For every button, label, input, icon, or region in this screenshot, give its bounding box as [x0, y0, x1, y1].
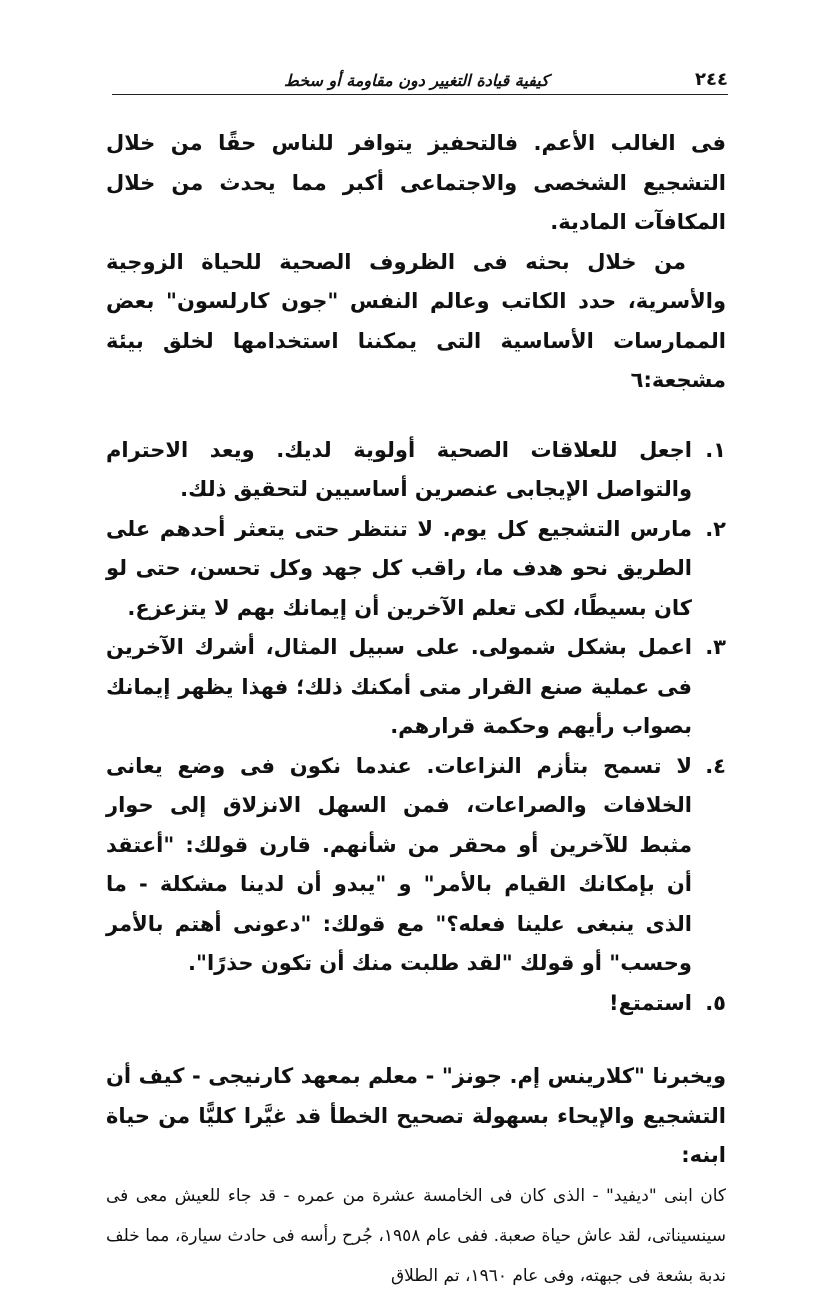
page-number: ٢٤٤ [695, 69, 728, 90]
spacer [106, 401, 726, 431]
list-item [106, 628, 726, 747]
list-item-text: اعمل بشكل شمولى. على سبيل المثال، أشرك الآخرين فى عملية صنع القرار متى أمكنك ذلك؛ فهذا يظهر إيمانك بصواب رأيهم وحكمة قرارهم. [106, 635, 692, 738]
list-item [106, 747, 726, 984]
spacer [106, 1023, 726, 1057]
list-item-text: اجعل للعلاقات الصحية أولوية لديك. ويعد الاحترام والتواصل الإيجابى عنصرين أساسيين لتحقيق ذلك. [106, 437, 692, 501]
running-header [112, 60, 728, 90]
list-item-number: ٥. [705, 990, 726, 1015]
list-item-text: مارس التشجيع كل يوم. لا تنتظر حتى يتعثر أحدهم على الطريق نحو هدف ما، راقب كل جهد وكل تحسن، حتى لو كان بسيطًا، لكى تعلم الآخرين أن إيمانك بهم لا يتزعزع. [106, 516, 692, 620]
list-item [106, 984, 726, 1024]
paragraph-jones: ويخبرنا "كلارينس إم. جونز" - معلم بمعهد كارنيجى - كيف أن التشجيع والإيحاء بسهولة تصحيح الخطأ قد غيَّرا كليًّا من حياة ابنه: [106, 1064, 726, 1167]
list-item-number: ٣. [705, 635, 726, 659]
block-quote: كان ابنى "ديفيد" - الذى كان فى الخامسة عشرة من عمره - قد جاء للعيش معى فى سينسيناتى، لقد عاش حياة صعبة. ففى عام ١٩٥٨، جُرح رأسه فى حادث سيارة، مما خلف ندبة بشعة فى جبهته، وفى عام ١٩٦٠، تم الطلاق [106, 1185, 727, 1286]
list-item-number: ١. [705, 437, 726, 462]
list-item-number: ٢. [705, 516, 726, 541]
list-item-text: لا تسمح بتأزم النزاعات. عندما نكون فى وضع يعانى الخلافات والصراعات، فمن السهل الانزلاق إلى حوار مثبط للآخرين أو محقر من شأنهم. قارن قولك: "أعتقد أن بإمكانك القيام بالأمر" و "يبدو أن لدينا مشكلة - ما الذى ينبغى علينا فعله؟" مع قولك: "دعونى أهتم بالأمر وحسب" أو قولك "لقد طلبت منك أن تكون حذرًا". [106, 753, 692, 975]
paragraph-intro: فى الغالب الأعم. فالتحفيز يتوافر للناس حقًا من خلال التشجيع الشخصى والاجتماعى أكبر مما يحدث من خلال المكافآت المادية. [106, 131, 726, 234]
header-rule [112, 94, 728, 95]
chapter-title: كيفية قيادة التغيير دون مقاومة أو سخط [284, 71, 549, 90]
list-item [106, 431, 726, 510]
paragraph-carlson: من خلال بحثه فى الظروف الصحية للحياة الزوجية والأسرية، حدد الكاتب وعالم النفس "جون كارلسون" بعض الممارسات الأساسية التى يمكننا استخدامها لخلق بيئة مشجعة:٦ [106, 249, 726, 392]
list-item-text: استمتع! [609, 990, 692, 1015]
body-text [106, 124, 726, 1296]
list-item-number: ٤. [705, 753, 726, 778]
list-item [106, 510, 726, 629]
practices-list [106, 431, 726, 1024]
